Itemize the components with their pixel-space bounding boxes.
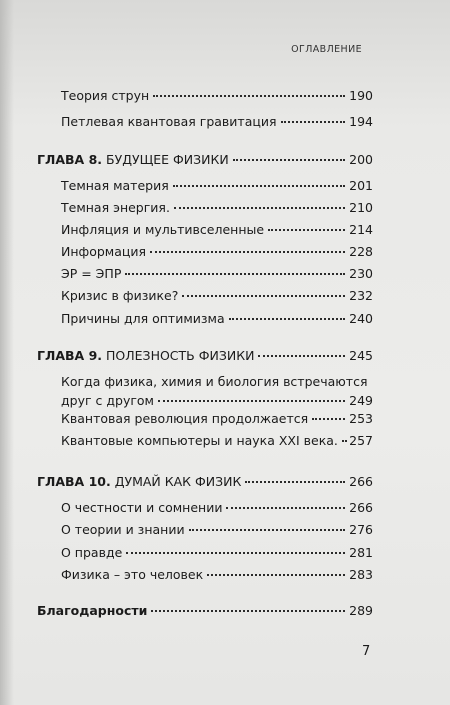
toc-entry-page: 281 — [349, 545, 373, 560]
toc-entry-title: О теории и знании — [61, 522, 185, 537]
toc-entry — [61, 114, 373, 129]
toc-entry-page: 194 — [349, 114, 373, 129]
dot-leader — [151, 610, 345, 612]
toc-entry — [61, 567, 373, 582]
toc-entry-page: 257 — [349, 433, 373, 448]
toc-entry — [61, 88, 373, 103]
toc-entry-page: 201 — [349, 178, 373, 193]
dot-leader — [182, 295, 345, 297]
toc-entry-page: 249 — [349, 393, 373, 408]
toc-entry-title: Физика – это человек — [61, 567, 204, 582]
dot-leader — [174, 207, 345, 209]
toc-entry — [61, 433, 373, 448]
toc-entry — [61, 411, 373, 426]
toc-entry — [61, 311, 373, 326]
toc-entry-title: Темная энергия. — [61, 200, 170, 215]
toc-entry-title-line2: друг с другом — [61, 393, 154, 408]
toc-entry-page: 276 — [349, 522, 373, 537]
toc-entry-page: 245 — [349, 348, 373, 363]
toc-entry-title: Информация — [61, 244, 147, 259]
dot-leader — [268, 229, 345, 231]
toc-entry-page: 232 — [349, 288, 373, 303]
toc-entry-title: Теория струн — [61, 88, 150, 103]
dot-leader — [150, 251, 345, 253]
toc-entry-page: 228 — [349, 244, 373, 259]
dot-leader — [125, 273, 345, 275]
toc-entry-title: О правде — [61, 545, 123, 560]
toc-entry-page: 266 — [349, 474, 373, 489]
toc-chapter-title — [37, 474, 241, 489]
toc-entry-title: Квантовая революция продолжается — [61, 411, 309, 426]
toc-entry-title: О честности и сомнении — [61, 500, 223, 515]
toc-entry-title: Кризис в физике? — [61, 288, 179, 303]
toc-entry-title: Петлевая квантовая гравитация — [61, 114, 277, 129]
toc-entry-last-line — [61, 393, 373, 408]
dot-leader — [258, 355, 345, 357]
dot-leader — [281, 121, 346, 123]
dot-leader — [342, 440, 345, 442]
dot-leader — [158, 400, 345, 402]
page-gutter-shadow — [0, 0, 14, 705]
toc-entry — [61, 522, 373, 537]
toc-entry-page: 253 — [349, 411, 373, 426]
toc-entry-page: 190 — [349, 88, 373, 103]
toc-entry-title: Квантовые компьютеры и наука XXI века. — [61, 433, 338, 448]
toc-entry-title-line1: Когда физика, химия и биология встречаются — [61, 374, 368, 389]
toc-entry-multiline — [61, 374, 373, 408]
chapter-label: ГЛАВА 9. — [37, 348, 103, 363]
toc-chapter-title — [37, 348, 254, 363]
dot-leader — [245, 481, 345, 483]
toc-entry — [61, 244, 373, 259]
toc-entry-title: Инфляция и мультивселенные — [61, 222, 265, 237]
dot-leader — [226, 507, 345, 509]
toc-chapter-entry — [37, 474, 373, 489]
toc-entry — [61, 545, 373, 560]
toc-entry — [61, 500, 373, 515]
toc-entry — [61, 266, 373, 281]
toc-chapter-entry — [37, 152, 373, 167]
toc-entry-page: 283 — [349, 567, 373, 582]
chapter-label: ГЛАВА 8. — [37, 152, 103, 167]
toc-entry-acknowledgements — [37, 603, 373, 618]
toc-entry-page: 200 — [349, 152, 373, 167]
dot-leader — [189, 529, 346, 531]
chapter-name: ДУМАЙ КАК ФИЗИК — [114, 474, 242, 489]
toc-entry — [61, 200, 373, 215]
toc-entry — [61, 288, 373, 303]
toc-entry-title: Темная материя — [61, 178, 169, 193]
chapter-name: ПОЛЕЗНОСТЬ ФИЗИКИ — [106, 348, 255, 363]
dot-leader — [173, 185, 345, 187]
toc-entry-page: 289 — [349, 603, 373, 618]
toc-entry-page: 210 — [349, 200, 373, 215]
dot-leader — [153, 95, 345, 97]
toc-entry-title: Благодарности — [37, 603, 148, 618]
toc-entry-page: 240 — [349, 311, 373, 326]
toc-entry — [61, 178, 373, 193]
toc-entry-page: 230 — [349, 266, 373, 281]
chapter-label: ГЛАВА 10. — [37, 474, 111, 489]
dot-leader — [126, 552, 345, 554]
toc-entry — [61, 222, 373, 237]
dot-leader — [207, 574, 345, 576]
chapter-name: БУДУЩЕЕ ФИЗИКИ — [106, 152, 229, 167]
toc-entry-title: ЭР = ЭПР — [61, 266, 122, 281]
toc-chapter-title — [37, 152, 229, 167]
toc-entry-page: 266 — [349, 500, 373, 515]
toc-chapter-entry — [37, 348, 373, 363]
running-head: ОГЛАВЛЕНИЕ — [291, 44, 362, 55]
page-number: 7 — [362, 644, 371, 659]
toc-entry-page: 214 — [349, 222, 373, 237]
dot-leader — [312, 418, 345, 420]
dot-leader — [233, 159, 345, 161]
toc-entry-title: Причины для оптимизма — [61, 311, 225, 326]
dot-leader — [229, 318, 346, 320]
